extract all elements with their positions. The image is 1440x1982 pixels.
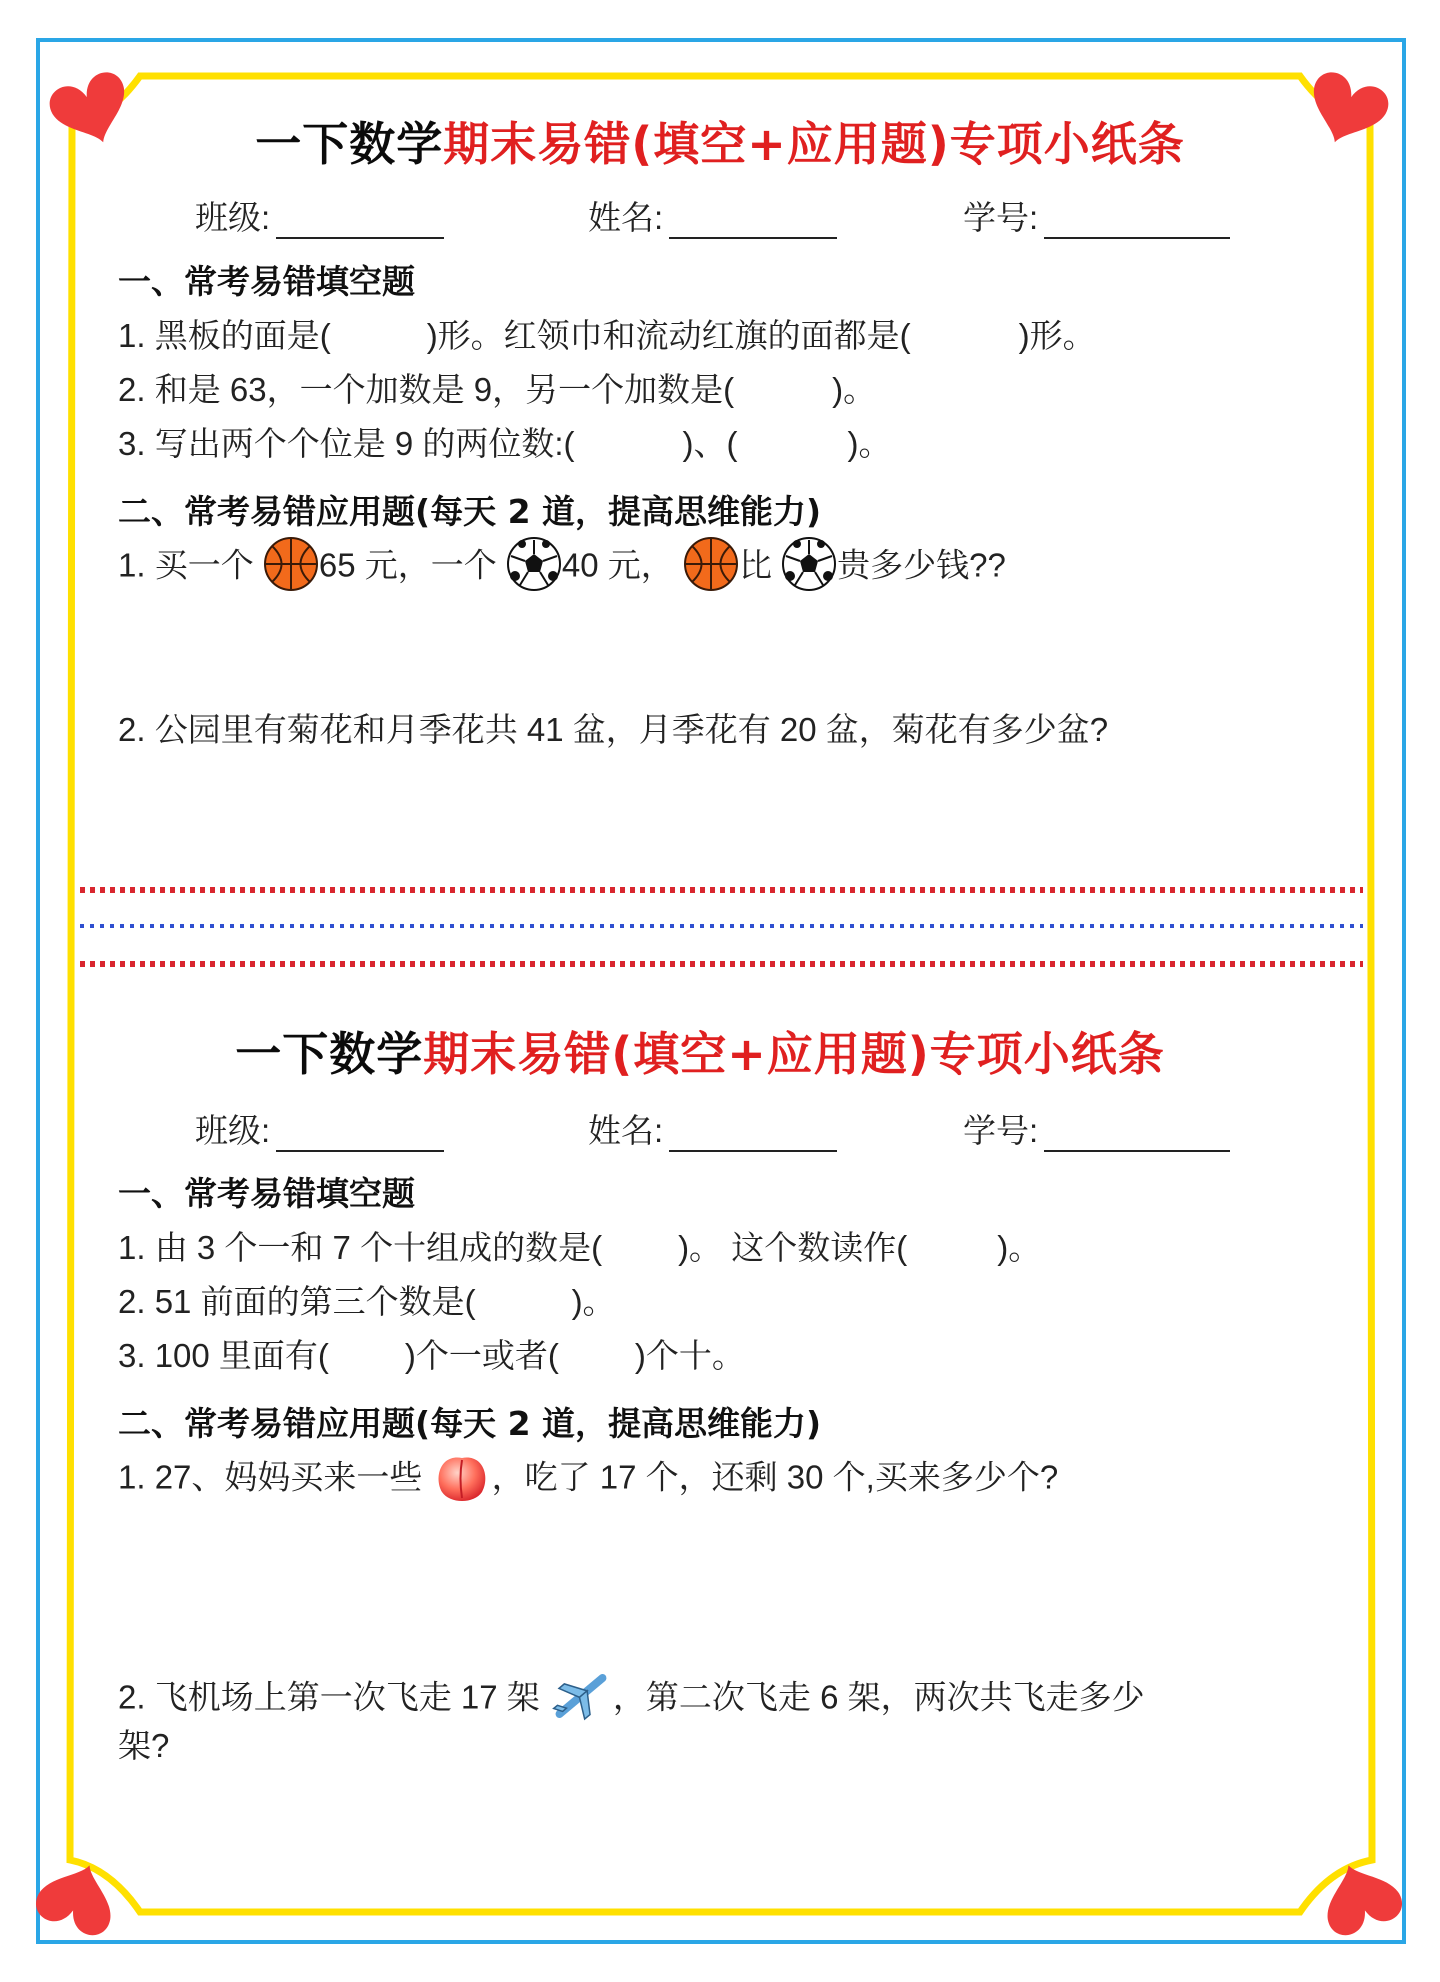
name-field[interactable]: 姓名:	[588, 192, 837, 239]
class-blank[interactable]	[276, 203, 444, 239]
fill-question-1: 1. 由 3 个一和 7 个十组成的数是( )。 这个数读作( )。	[118, 1229, 1042, 1266]
student-id-field[interactable]: 学号:	[963, 1105, 1230, 1152]
peach-icon	[432, 1448, 492, 1512]
section-word-problem-heading: 二、常考易错应用题(每天 2 道，提高思维能力)	[118, 1404, 822, 1443]
section-word-problem-heading: 二、常考易错应用题(每天 2 道，提高思维能力)	[118, 492, 822, 531]
class-field[interactable]: 班级:	[195, 192, 444, 239]
fill-question-1: 1. 黑板的面是( )形。红领巾和流动红旗的面都是( )形。	[118, 317, 1096, 354]
fill-question-2: 2. 和是 63，一个加数是 9，另一个加数是( )。	[118, 371, 877, 408]
student-id-blank[interactable]	[1044, 1116, 1230, 1152]
fill-question-3: 3. 100 里面有( )个一或者( )个十。	[118, 1337, 745, 1374]
page-title: 一下数学期末易错(填空+应用题)专项小纸条	[255, 117, 1185, 171]
section-fill-blank-heading: 一、常考易错填空题	[118, 1174, 415, 1213]
name-blank[interactable]	[669, 1116, 837, 1152]
soccer-ball-icon	[781, 536, 837, 600]
class-blank[interactable]	[276, 1116, 444, 1152]
student-id-field[interactable]: 学号:	[963, 192, 1230, 239]
word-problem-2: 2. 飞机场上第一次飞走 17 架 ，第二次飞走 6 架，两次共飞走多少	[118, 1666, 1145, 1734]
word-problem-2: 2. 公园里有菊花和月季花共 41 盆，月季花有 20 盆，菊花有多少盆?	[118, 711, 1109, 748]
basketball-icon	[683, 536, 739, 600]
word-problem-2-continued: 架?	[118, 1727, 170, 1764]
page-title: 一下数学期末易错(填空+应用题)专项小纸条	[235, 1027, 1165, 1081]
name-blank[interactable]	[669, 203, 837, 239]
name-field[interactable]: 姓名:	[588, 1105, 837, 1152]
section-fill-blank-heading: 一、常考易错填空题	[118, 262, 415, 301]
class-field[interactable]: 班级:	[195, 1105, 444, 1152]
fill-question-3: 3. 写出两个个位是 9 的两位数:( )、( )。	[118, 425, 892, 462]
fill-question-2: 2. 51 前面的第三个数是( )。	[118, 1283, 616, 1320]
soccer-ball-icon	[506, 536, 562, 600]
cut-line-separator	[80, 884, 1363, 968]
basketball-icon	[263, 536, 319, 600]
word-problem-1: 1. 买一个 65 元，一个 40 元， 比 贵多少钱??	[118, 536, 1006, 600]
student-id-blank[interactable]	[1044, 203, 1230, 239]
airplane-icon	[549, 1666, 613, 1734]
word-problem-1: 1. 27、妈妈买来一些 ，吃了 17 个，还剩 30 个,买来多少个?	[118, 1448, 1058, 1512]
